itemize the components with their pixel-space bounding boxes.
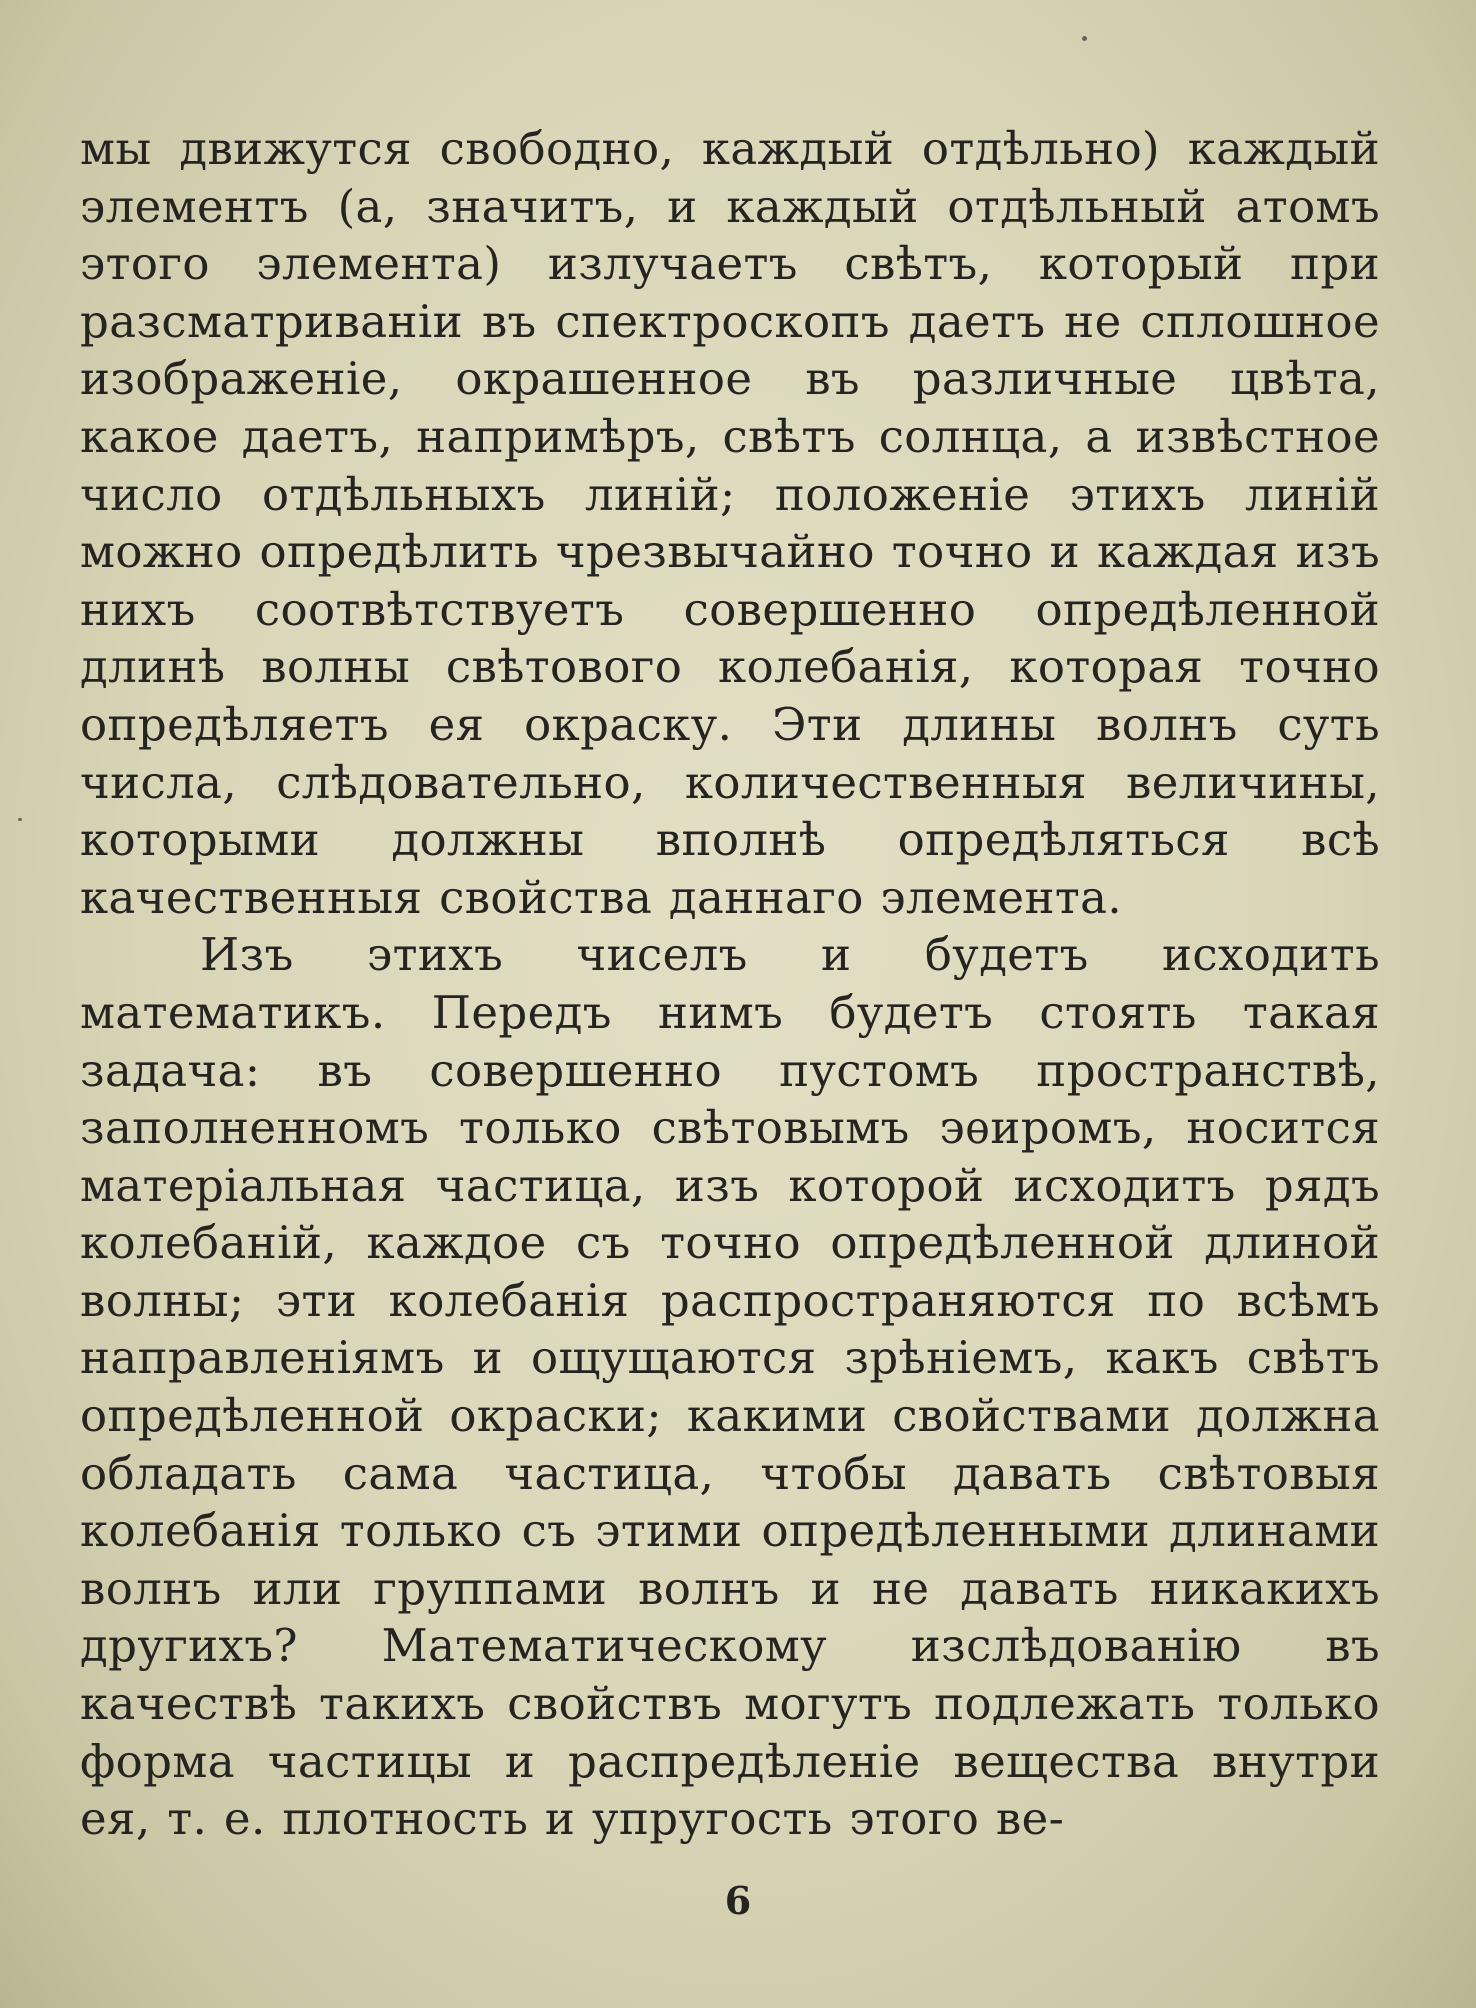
paper-speck — [1082, 36, 1087, 41]
paragraph-1: мы движутся свободно, каждый отдѣльно) каждый элементъ (а, значитъ, и каждый отдѣльный атомъ этого элемента) излучаетъ свѣтъ, который при разсматриванiи въ спектроскопъ даетъ не сплошное изображенiе, окрашенное въ различные цвѣта, какое даетъ, напримѣръ, свѣтъ солнца, а извѣстное число отдѣльныхъ линiй; положенiе этихъ линiй можно опредѣлить чрезвычайно точно и каждая изъ нихъ соотвѣтствуетъ совершенно опредѣленной длинѣ волны свѣтового колебанiя, которая точно опредѣляетъ ея окраску. Эти длины волнъ суть числа, слѣдовательно, количественныя величины, которыми должны вполнѣ опредѣляться всѣ качественныя свойства даннаго элемента. — [80, 122, 1380, 924]
paragraph-2: Изъ этихъ чиселъ и будетъ исходить математикъ. Передъ нимъ будетъ стоять такая задача: въ совершенно пустомъ пространствѣ, заполненномъ только свѣтовымъ эѳиромъ, носится матерiальная частица, изъ которой исходитъ рядъ колебанiй, каждое съ точно опредѣленной длиной волны; эти колебанiя распространяются по всѣмъ направленiямъ и ощущаются зрѣнiемъ, какъ свѣтъ опредѣленной окраски; какими свойствами должна обладать сама частица, чтобы давать свѣтовыя колебанiя только съ этими опредѣленными длинами волнъ или группами волнъ и не давать никакихъ другихъ? Математическому изслѣдованiю въ качествѣ такихъ свойствъ могутъ подлежать только форма частицы и распредѣленiе вещества внутри ея, т. е. плотность и упругость этого ве- — [80, 928, 1380, 1846]
body-text — [80, 120, 1380, 1848]
page-number: 6 — [724, 1878, 752, 1923]
paper-speck — [18, 818, 22, 821]
